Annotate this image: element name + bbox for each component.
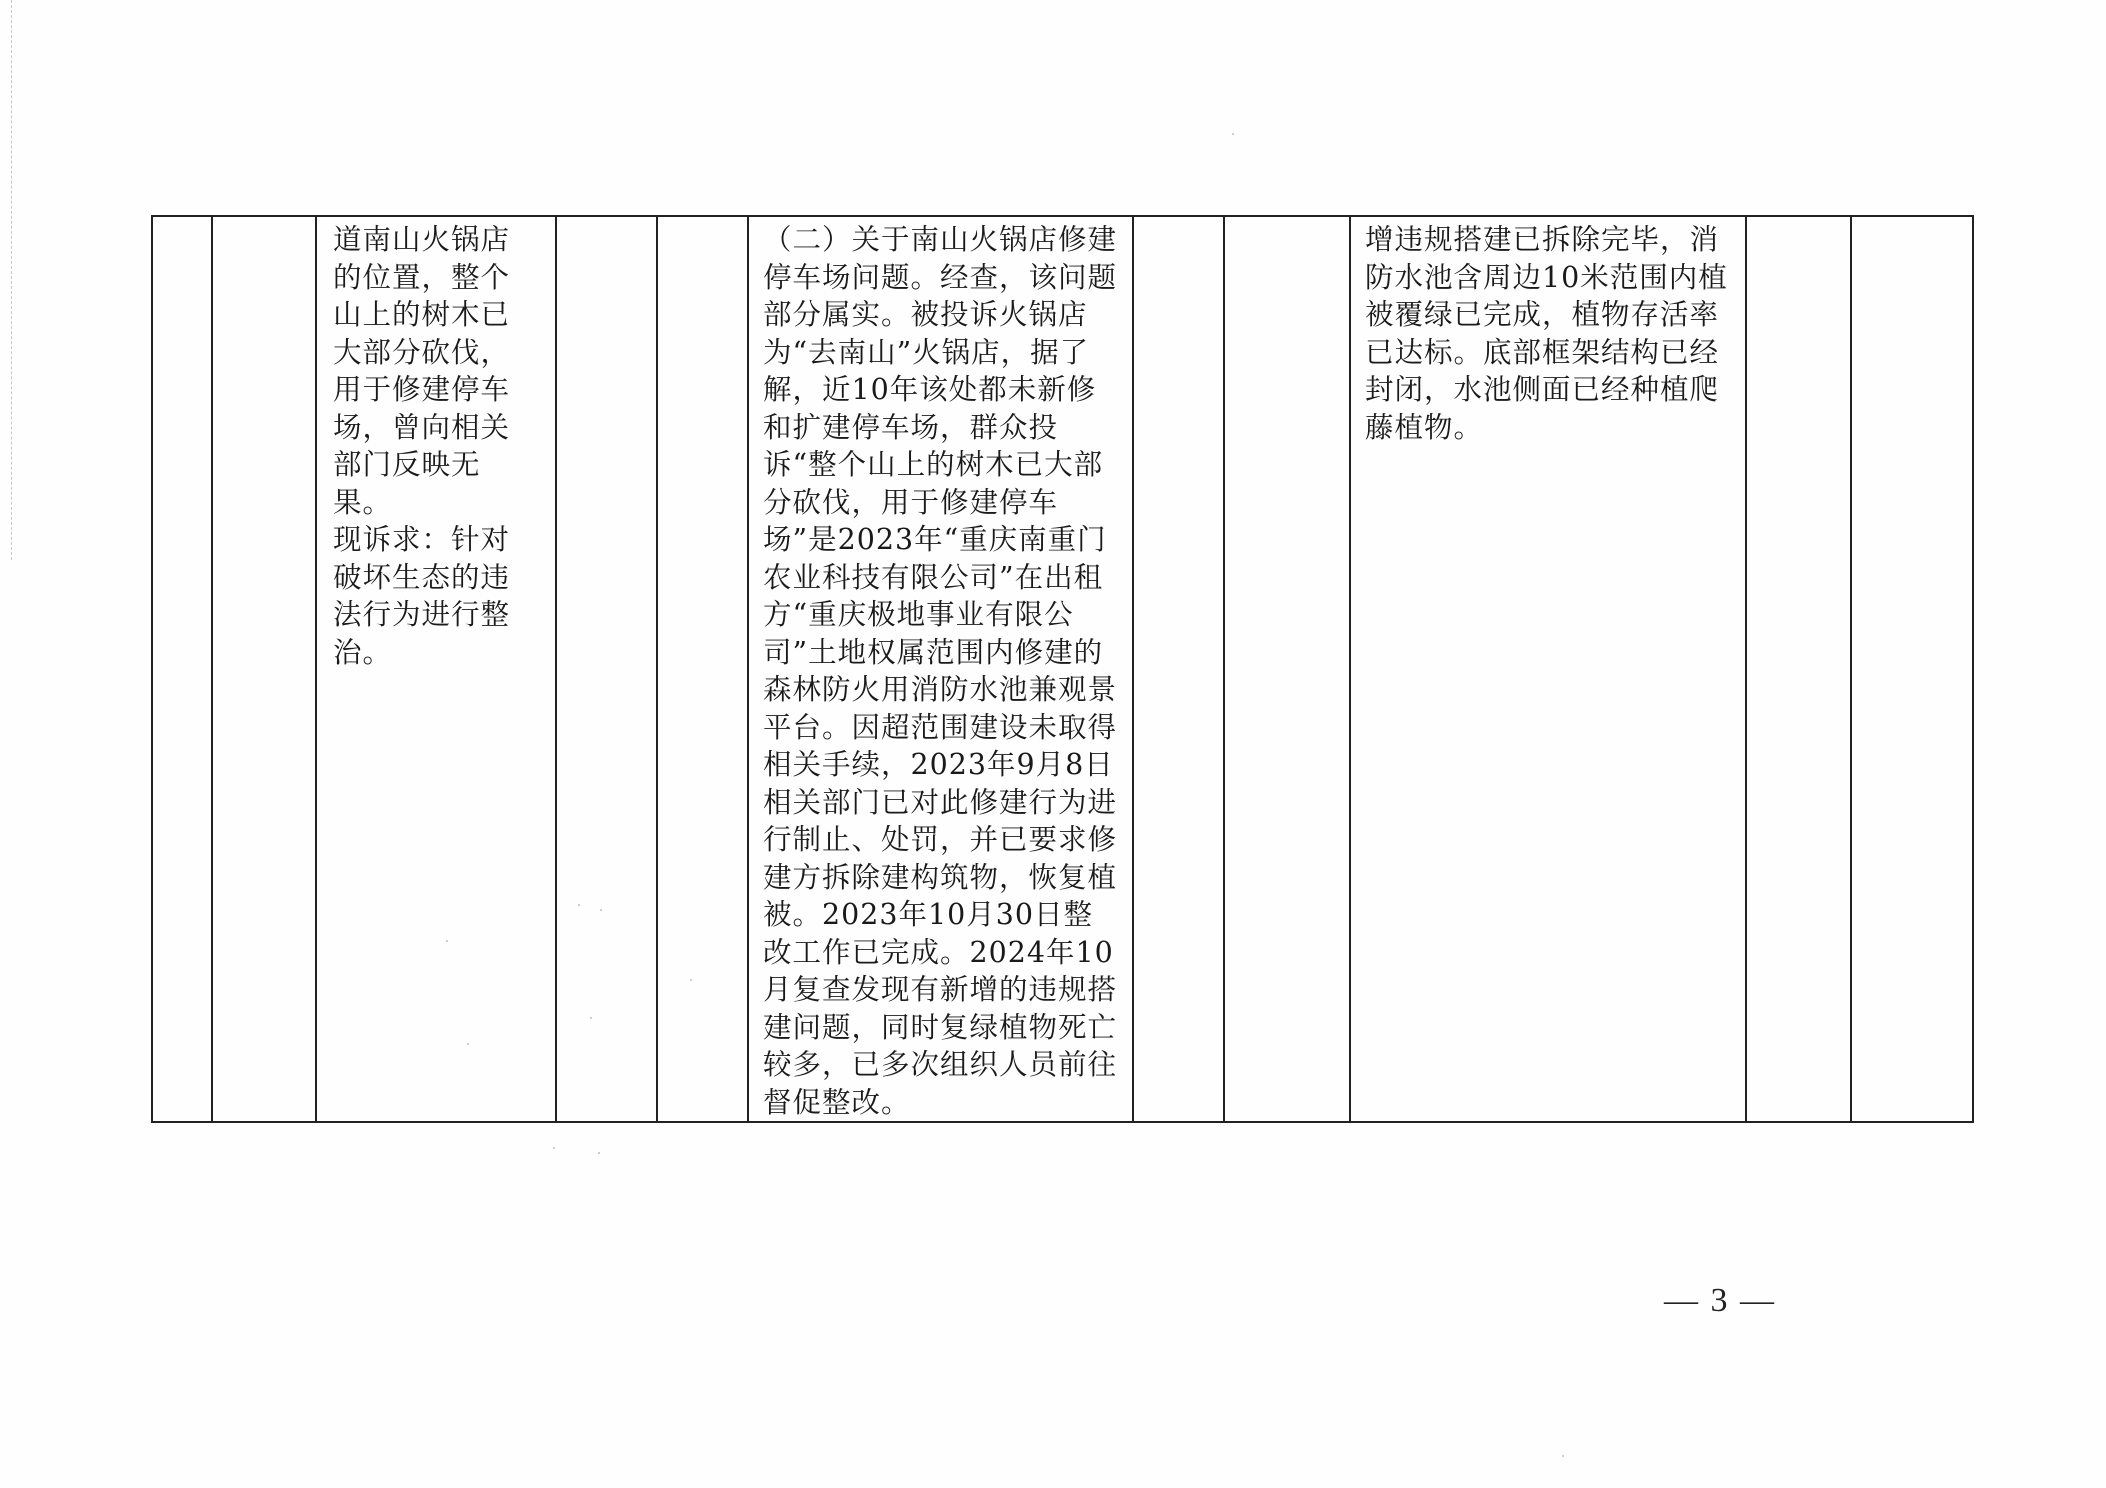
- scan-speck: [1232, 133, 1234, 135]
- complaint-table: [151, 215, 1972, 1117]
- page-number: — 3 —: [1664, 1282, 1776, 1319]
- rectification-text: 增违规搭建已拆除完毕，消防水池含周边10米范围内植被覆绿已完成，植物存活率已达标。底部框架结构已经封闭，水池侧面已经种植爬藤植物。: [1365, 223, 1728, 444]
- cell-rectification-status: [1350, 216, 1746, 1122]
- cell-col2: [212, 216, 316, 1122]
- investigation-text: （二）关于南山火锅店修建停车场问题。经查，该问题部分属实。被投诉火锅店为“去南山”火锅店，据了解，近10年该处都未新修和扩建停车场，群众投诉“整个山上的树木已大部分砍伐，用于修建停车场”是2023年“重庆南重门农业科技有限公司”在出租方“重庆极地事业有限公司”土地权属范围内修建的森林防火用消防水池兼观景平台。因超范围建设未取得相关手续，2023年9月8日相关部门已对此修建行为进行制止、处罚，并已要求修建方拆除建构筑物，恢复植被。2023年10月30日整改工作已完成。2024年10月复查发现有新增的违规搭建问题，同时复绿植物死亡较多，已多次组织人员前往督促整改。: [763, 223, 1118, 1119]
- table-row: [152, 216, 1973, 1122]
- binding-margin-rule: [11, 0, 13, 560]
- scan-speck: [553, 1147, 555, 1149]
- scan-speck: [600, 909, 602, 911]
- complaint-demand-text: 现诉求：针对破坏生态的违法行为进行整治。: [333, 523, 511, 669]
- complaint-text: 道南山火锅店的位置，整个山上的树木已大部分砍伐，用于修建停车场，曾向相关部门反映无果。: [333, 223, 511, 519]
- scan-speck: [578, 904, 580, 906]
- scan-speck: [467, 1043, 469, 1045]
- cell-col8: [1224, 216, 1350, 1122]
- complaint-table-grid: [151, 215, 1974, 1123]
- scan-speck: [598, 1152, 600, 1154]
- cell-col4: [556, 216, 657, 1122]
- cell-serial: [152, 216, 212, 1122]
- cell-col10: [1746, 216, 1851, 1122]
- cell-col11: [1851, 216, 1973, 1122]
- scan-speck: [590, 1017, 592, 1019]
- cell-col7: [1133, 216, 1224, 1122]
- scan-speck: [690, 979, 692, 981]
- cell-complaint-content: [316, 216, 556, 1122]
- scan-speck: [1562, 1455, 1564, 1457]
- cell-col5: [657, 216, 748, 1122]
- scan-speck: [446, 940, 448, 942]
- cell-investigation-result: [748, 216, 1133, 1122]
